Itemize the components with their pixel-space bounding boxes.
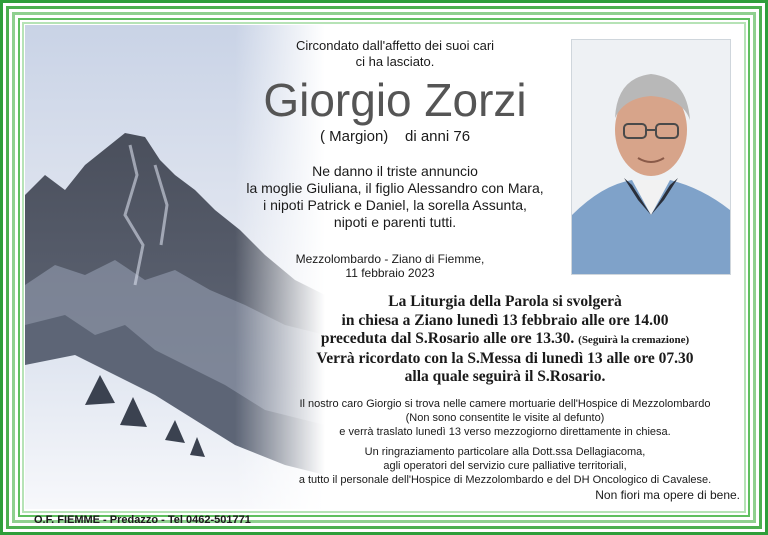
funeral-home-footer: O.F. FIEMME - Predazzo - Tel 0462-501771 [34,514,251,526]
announcement-block [240,163,550,231]
intro-line-1: Circondato dall'affetto dei suoi cari [295,38,495,53]
ceremony-line: alla quale seguirà il S.Rosario. [404,368,606,385]
announcement-line: la moglie Giuliana, il figlio Alessandro con Mara, [246,180,544,196]
ceremony-line: La Liturgia della Parola si svolgerà [388,293,622,310]
thanks-line: agli operatori del servizio cure palliative territoriali, [383,460,627,472]
place: Mezzolombardo - Ziano di Fiemme, [295,252,485,266]
age: di anni 76 [404,128,471,145]
date: 11 febbraio 2023 [345,266,435,280]
cremation-note: (Seguirà la cremazione) [578,334,690,346]
ceremony-line [280,330,730,350]
notice-line: e verrà traslato lunedì 13 verso mezzogiorno direttamente in chiesa. [339,426,671,438]
thanks-block [280,445,730,487]
ceremony-block [280,293,730,387]
announcement-line: i nipoti Patrick e Daniel, la sorella Assunta, [263,197,527,213]
intro-line-2: ci ha lasciato. [355,54,435,69]
notice-block [280,397,730,439]
closing-phrase: Non fiori ma opere di bene. [595,488,740,502]
thanks-line: Un ringraziamento particolare alla Dott.ssa Dellagiacoma, [364,446,646,458]
closing-text [520,488,740,502]
ceremony-line: Verrà ricordato con la S.Messa di lunedì 13 alle ore 07.30 [316,349,694,367]
intro-text [260,38,530,70]
thanks-line: a tutto il personale dell'Hospice di Mezzolombardo e del DH Oncologico di Cavalese. [298,474,712,486]
notice-line: Il nostro caro Giorgio si trova nelle camere mortuarie dell'Hospice di Mezzolombardo [299,398,711,410]
nickname-age [270,128,520,146]
deceased-name: Giorgio Zorzi [263,74,527,126]
ceremony-rosary: preceduta dal S.Rosario alle ore 13.30. [320,330,575,347]
place-date [280,252,500,280]
portrait-illustration [572,40,730,274]
ceremony-line: in chiesa a Ziano lunedì 13 febbraio alle ore 14.00 [341,311,669,329]
notice-line: (Non sono consentite le visite al defunto) [405,412,605,424]
announcement-line: nipoti e parenti tutti. [333,214,457,230]
portrait-photo [571,39,731,275]
announcement-line: Ne danno il triste annuncio [312,163,478,179]
nickname: ( Margion) [319,128,389,145]
